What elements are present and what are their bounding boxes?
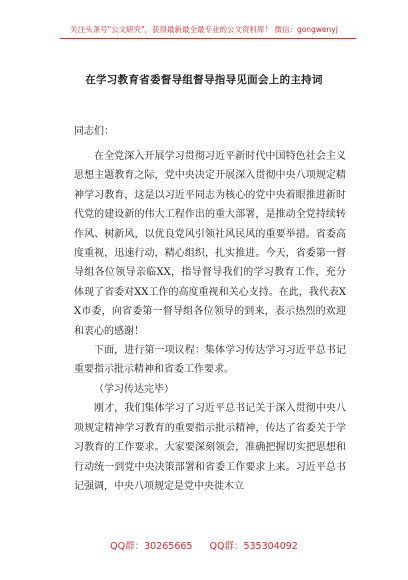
document-body	[74, 147, 346, 496]
footer-qq-group-1: QQ群：30265665	[110, 541, 193, 552]
document-title: 在学习教育省委督导组督导指导见面会上的主持词	[85, 74, 323, 86]
paragraph-note: （学习传达完毕）	[94, 383, 174, 395]
footer-contact	[0, 538, 408, 552]
paragraph-opening: 在全党深入开展学习贯彻习近平新时代中国特色社会主义思想主题教育之际，党中央决定开展深入贯彻中央八项规定精神学习教育，这是以习近平同志为核心的党中央着眼推进新时代党的建设新的伟大工程作出的重大部署，是推动全党持续转作风、树新风，以优良党风引领社风民风的重要举措。省委高度重视，迅速行动，精心组织，扎实推进。今天，省委第一督导组各位领导亲临XX，指导督导我们的学习教育工作，充分体现了省委对XX工作的高度重视和关心支持。在此，我代表XX市委，向省委第一督导组各位领导的到来，表示热烈的欢迎和衷心的感谢！	[74, 151, 346, 337]
salutation: 同志们：	[74, 126, 114, 137]
paragraph-summary: 刚才，我们集体学习了习近平总书记关于深入贯彻中央八项规定精神学习教育的重要指示批示精神，传达了省委关于学习教育的工作要求。大家要深刻领会，准确把握切实把思想和行动统一到党中央决策部署和省委工作要求上来。习近平总书记强调，中央八项规定是党中央徙木立	[74, 403, 346, 492]
header-divider	[60, 38, 356, 39]
paragraph-agenda: 下面，进行第一项议程：集体学习传达学习习近平总书记重要指示批示精神和省委工作要求。	[74, 345, 346, 376]
footer-qq-group-2: QQ群：535304092	[209, 541, 298, 552]
header-banner: 关注头条号"公文研究"，获得最新最全最专业的公文资料库！ 微信：gongwenyj	[70, 25, 338, 34]
